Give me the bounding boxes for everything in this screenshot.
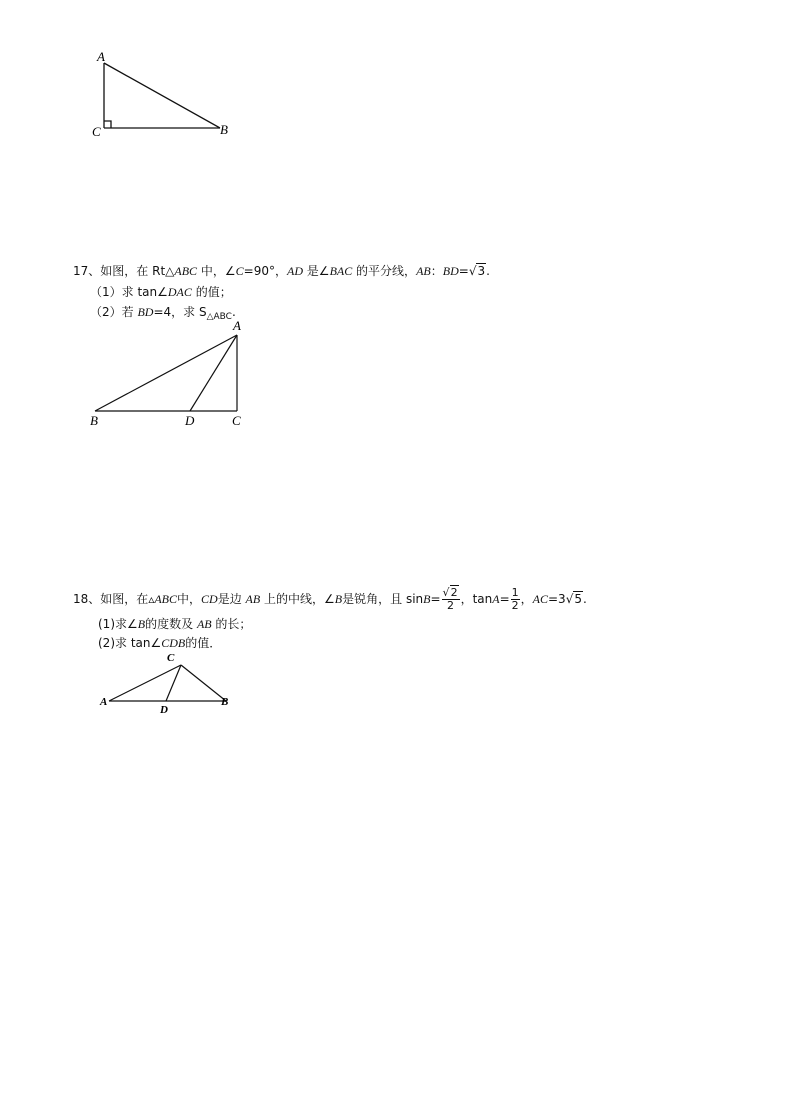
q17-eq90: =90°，	[243, 264, 287, 278]
q18-end: .	[583, 592, 587, 606]
side-ac	[109, 665, 181, 701]
label-a: A	[233, 318, 241, 333]
q17-part2-sub: △ABC	[206, 312, 232, 322]
q18-part2-prefix: (2)求 tan∠	[98, 636, 162, 650]
q17-part1-prefix: （1）求 tan∠	[90, 285, 168, 299]
q18-a: A	[492, 592, 500, 606]
q17-part2-mid: =4，求 S	[153, 305, 207, 319]
q18-statement	[73, 584, 587, 614]
q17-sqrt: √3	[468, 264, 486, 278]
segment-ad	[190, 335, 237, 411]
q17-sep: 、	[88, 264, 101, 278]
q17-sqrt-arg: 3	[477, 264, 486, 278]
label-c: C	[167, 652, 175, 664]
q17-part1	[90, 284, 232, 300]
q17-part1-dac: DAC	[167, 285, 192, 299]
q18-part1	[98, 616, 251, 632]
q18-frac-sqrt2-over-2: $\frac{√2}{2}$	[442, 586, 458, 612]
q18-part2-suffix: 的值．	[185, 636, 222, 650]
q17-tri-name: ABC	[174, 264, 198, 278]
q18-part1-b: B	[137, 617, 146, 631]
q18-part1-ab: AB	[196, 617, 212, 631]
q17-figure	[85, 318, 255, 430]
q17-intro: 如图，在 Rt	[100, 264, 166, 278]
q18-eq3: =3	[548, 592, 566, 606]
q18-cd: CD	[201, 592, 218, 606]
label-b: B	[220, 122, 228, 137]
q18-tri-symbol: ▵	[148, 592, 155, 606]
q18-ab: AB	[245, 592, 261, 606]
q18-sep: 、	[88, 592, 101, 606]
label-d: D	[185, 413, 195, 428]
label-b: B	[221, 696, 229, 708]
q17-part1-suffix: 的值；	[191, 285, 232, 299]
side-ba	[95, 335, 237, 411]
triangle-acb-figure	[80, 45, 250, 145]
q17-ad: AD	[286, 264, 303, 278]
q18-frac1-den: 2	[447, 599, 455, 612]
q18-part1-mid: 的度数及	[145, 617, 197, 631]
q18-b: B	[334, 592, 343, 606]
q18-mid3: 上的中线，∠	[260, 592, 335, 606]
q18-mid1: 中，	[177, 592, 202, 606]
q18-comma1: ，tan	[460, 592, 493, 606]
right-angle-mark	[104, 121, 111, 128]
q18-frac-1-over-2	[511, 587, 520, 612]
q17-is-bisector: 是∠	[302, 264, 330, 278]
q17-ab: AB	[416, 264, 431, 278]
label-a: A	[97, 49, 105, 64]
segment-cd	[166, 665, 181, 701]
label-c: C	[232, 413, 241, 428]
q17-part2-prefix: （2）若	[90, 305, 138, 319]
q17-eq: =	[458, 264, 469, 278]
q18-frac1-num: 2	[450, 586, 458, 599]
q17-number: 17	[73, 264, 89, 278]
q18-number: 18	[73, 592, 89, 606]
q18-comma2: ，	[520, 592, 533, 606]
q18-mid4: 是锐角，且 sin	[342, 592, 424, 606]
q17-part2-bd: BD	[137, 305, 154, 319]
label-c: C	[92, 124, 101, 139]
q17-end: .	[486, 264, 490, 278]
label-a: A	[100, 696, 108, 708]
q17-statement	[73, 263, 490, 279]
q18-sqrt5-arg: 5	[574, 592, 582, 606]
side-ab	[104, 63, 220, 128]
q18-frac2-num: 1	[511, 586, 519, 599]
side-cb	[181, 665, 226, 701]
q17-mid1: 中，∠	[197, 264, 236, 278]
q18-sqrt5: √5	[565, 592, 582, 606]
q18-figure	[95, 647, 245, 717]
q17-bisector-text: 的平分线，	[352, 264, 417, 278]
q18-eq: =	[430, 592, 441, 606]
label-d: D	[160, 704, 168, 716]
q18-eq2: =	[499, 592, 510, 606]
q17-bd: BD	[442, 264, 459, 278]
q18-tri-name: ABC	[154, 592, 178, 606]
q18-part2-cdb: CDB	[161, 636, 186, 650]
q18-b2: B	[423, 592, 431, 606]
q18-part1-prefix: (1)求∠	[98, 617, 138, 631]
q17-colon: ：	[430, 264, 443, 278]
label-b: B	[90, 413, 98, 428]
q17-tri-symbol: △	[165, 264, 175, 278]
q17-bac: BAC	[329, 264, 353, 278]
q17-angle-c: C	[235, 264, 244, 278]
q18-ac: AC	[532, 592, 548, 606]
q18-frac2-den: 2	[511, 599, 519, 612]
q18-part1-suffix: 的长；	[211, 617, 252, 631]
q18-intro: 如图，在	[100, 592, 149, 606]
q17-part2-end: .	[231, 305, 236, 319]
q18-mid2: 是边	[217, 592, 246, 606]
